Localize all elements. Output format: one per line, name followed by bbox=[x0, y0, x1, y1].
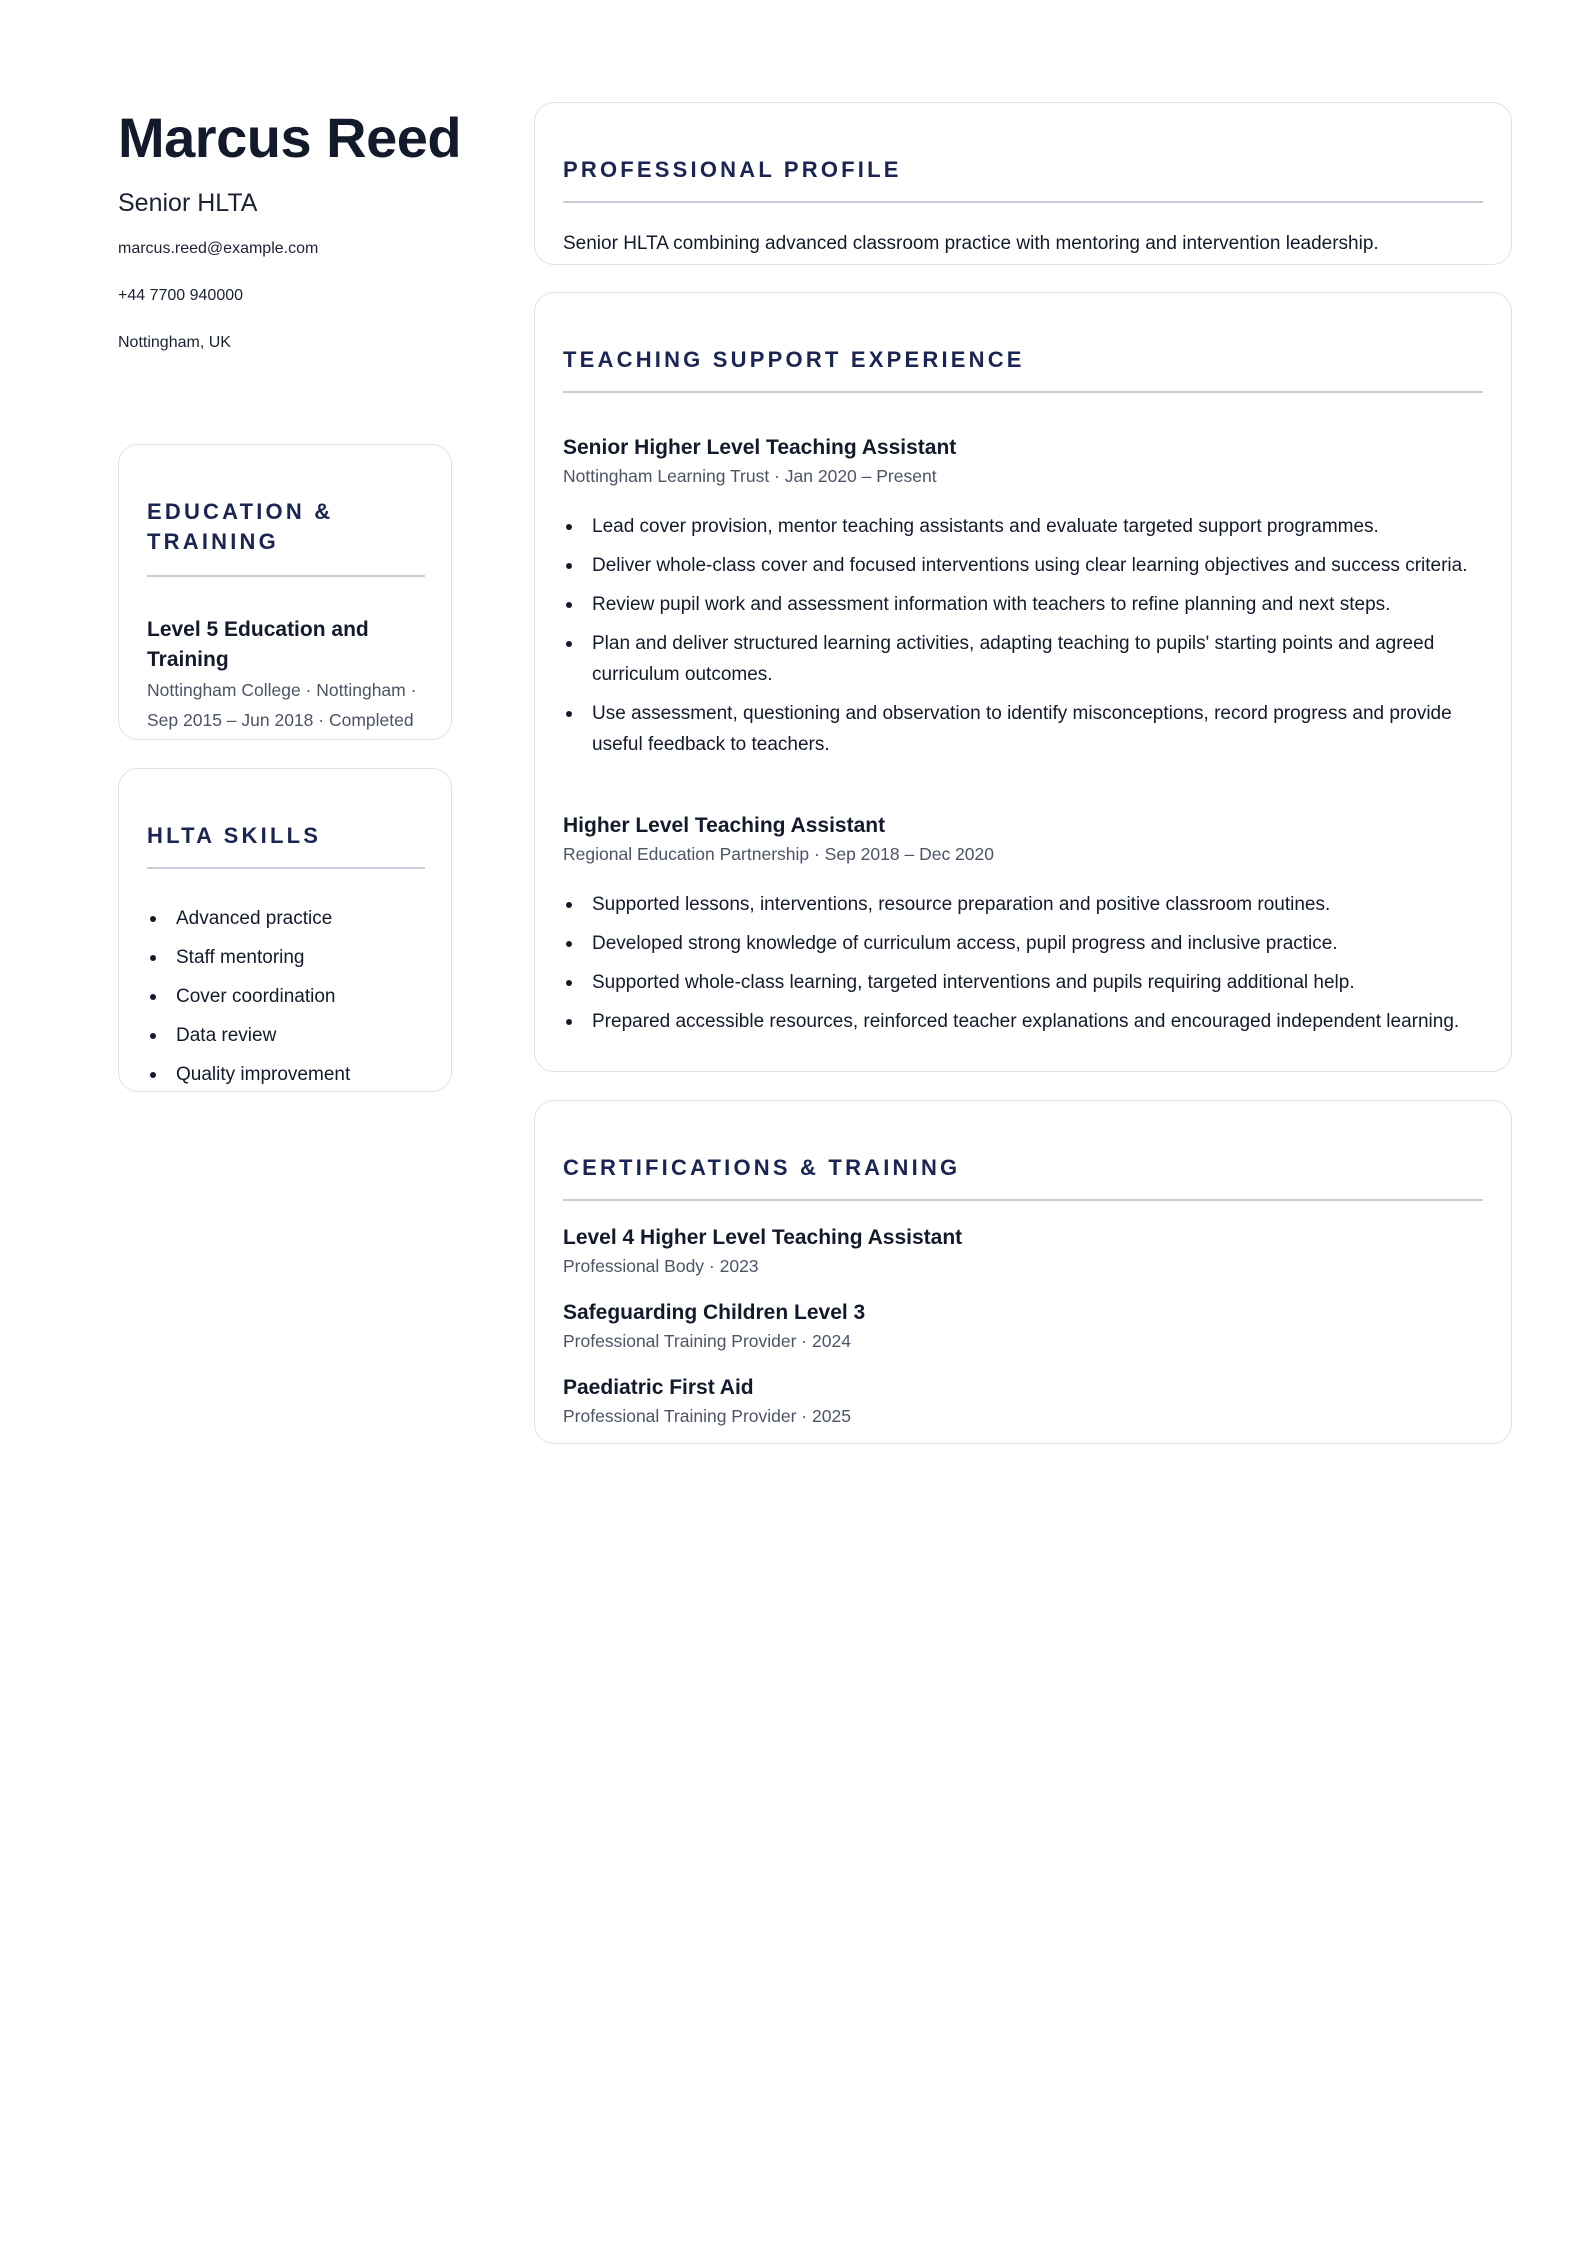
job-entry bbox=[563, 811, 1485, 1045]
sidebar-header bbox=[118, 100, 462, 378]
job-bullet: Supported whole-class learning, targeted interventions and pupils requiring additional help. bbox=[563, 967, 1485, 998]
skills-card bbox=[118, 768, 452, 1092]
contact-email[interactable]: marcus.reed@example.com bbox=[118, 240, 319, 257]
experience-card bbox=[534, 292, 1512, 1072]
certification-name: Paediatric First Aid bbox=[563, 1376, 754, 1399]
skill-item: Data review bbox=[147, 1016, 350, 1055]
job-bullets bbox=[563, 511, 1485, 760]
job-bullet: Deliver whole-class cover and focused interventions using clear learning objectives and success criteria. bbox=[563, 550, 1485, 581]
job-bullet: Plan and deliver structured learning activities, adapting teaching to pupils' starting points and agreed curriculum outcomes. bbox=[563, 628, 1485, 690]
certifications-title: CERTIFICATIONS & TRAINING bbox=[563, 1155, 961, 1180]
experience-divider bbox=[563, 391, 1483, 393]
education-divider bbox=[147, 575, 425, 577]
job-meta: Nottingham Learning Trust · Jan 2020 – Present bbox=[563, 466, 937, 486]
skills-list bbox=[147, 899, 350, 1094]
job-bullet: Prepared accessible resources, reinforced teacher explanations and encouraged independent learning. bbox=[563, 1006, 1485, 1037]
job-title: Higher Level Teaching Assistant bbox=[563, 814, 886, 837]
skills-divider bbox=[147, 867, 425, 869]
certification-meta: Professional Training Provider · 2025 bbox=[563, 1406, 851, 1426]
job-meta: Regional Education Partnership · Sep 2018 – Dec 2020 bbox=[563, 844, 994, 864]
contact-location: Nottingham, UK bbox=[118, 334, 231, 351]
certification-meta: Professional Training Provider · 2024 bbox=[563, 1331, 851, 1351]
profile-title: PROFESSIONAL PROFILE bbox=[563, 157, 902, 182]
skill-item: Staff mentoring bbox=[147, 938, 350, 977]
skill-item: Cover coordination bbox=[147, 977, 350, 1016]
certification-item bbox=[563, 1373, 851, 1429]
job-bullet: Supported lessons, interventions, resource preparation and positive classroom routines. bbox=[563, 889, 1485, 920]
certifications-card bbox=[534, 1100, 1512, 1444]
education-title: EDUCATION & TRAINING bbox=[147, 499, 334, 554]
job-bullet: Lead cover provision, mentor teaching assistants and evaluate targeted support programmes. bbox=[563, 511, 1485, 542]
certification-item bbox=[563, 1298, 865, 1354]
job-bullet: Developed strong knowledge of curriculum access, pupil progress and inclusive practice. bbox=[563, 928, 1485, 959]
profile-card bbox=[534, 102, 1512, 265]
education-card bbox=[118, 444, 452, 740]
candidate-role: Senior HLTA bbox=[118, 189, 258, 217]
certification-meta: Professional Body · 2023 bbox=[563, 1256, 759, 1276]
certification-item bbox=[563, 1223, 962, 1279]
certifications-divider bbox=[563, 1199, 1483, 1201]
certification-name: Level 4 Higher Level Teaching Assistant bbox=[563, 1226, 963, 1249]
job-bullet: Review pupil work and assessment information with teachers to refine planning and next steps. bbox=[563, 589, 1485, 620]
job-bullet: Use assessment, questioning and observation to identify misconceptions, record progress and provide useful feedback to teachers. bbox=[563, 698, 1485, 760]
job-entry bbox=[563, 433, 1485, 768]
skill-item: Quality improvement bbox=[147, 1055, 350, 1094]
candidate-name: Marcus Reed bbox=[118, 106, 462, 169]
education-degree: Level 5 Education and Training bbox=[147, 618, 369, 671]
certification-name: Safeguarding Children Level 3 bbox=[563, 1301, 866, 1324]
profile-text: Senior HLTA combining advanced classroom practice with mentoring and intervention leadership. bbox=[563, 233, 1379, 254]
skills-title: HLTA SKILLS bbox=[147, 823, 322, 848]
job-bullets bbox=[563, 889, 1485, 1037]
profile-divider bbox=[563, 201, 1483, 203]
skill-item: Advanced practice bbox=[147, 899, 350, 938]
contact-phone[interactable]: +44 7700 940000 bbox=[118, 287, 244, 304]
experience-title: TEACHING SUPPORT EXPERIENCE bbox=[563, 347, 1025, 372]
education-meta: Nottingham College · Nottingham · Sep 2015 – Jun 2018 · Completed bbox=[147, 680, 417, 730]
contact-block bbox=[118, 237, 452, 378]
job-title: Senior Higher Level Teaching Assistant bbox=[563, 436, 957, 459]
